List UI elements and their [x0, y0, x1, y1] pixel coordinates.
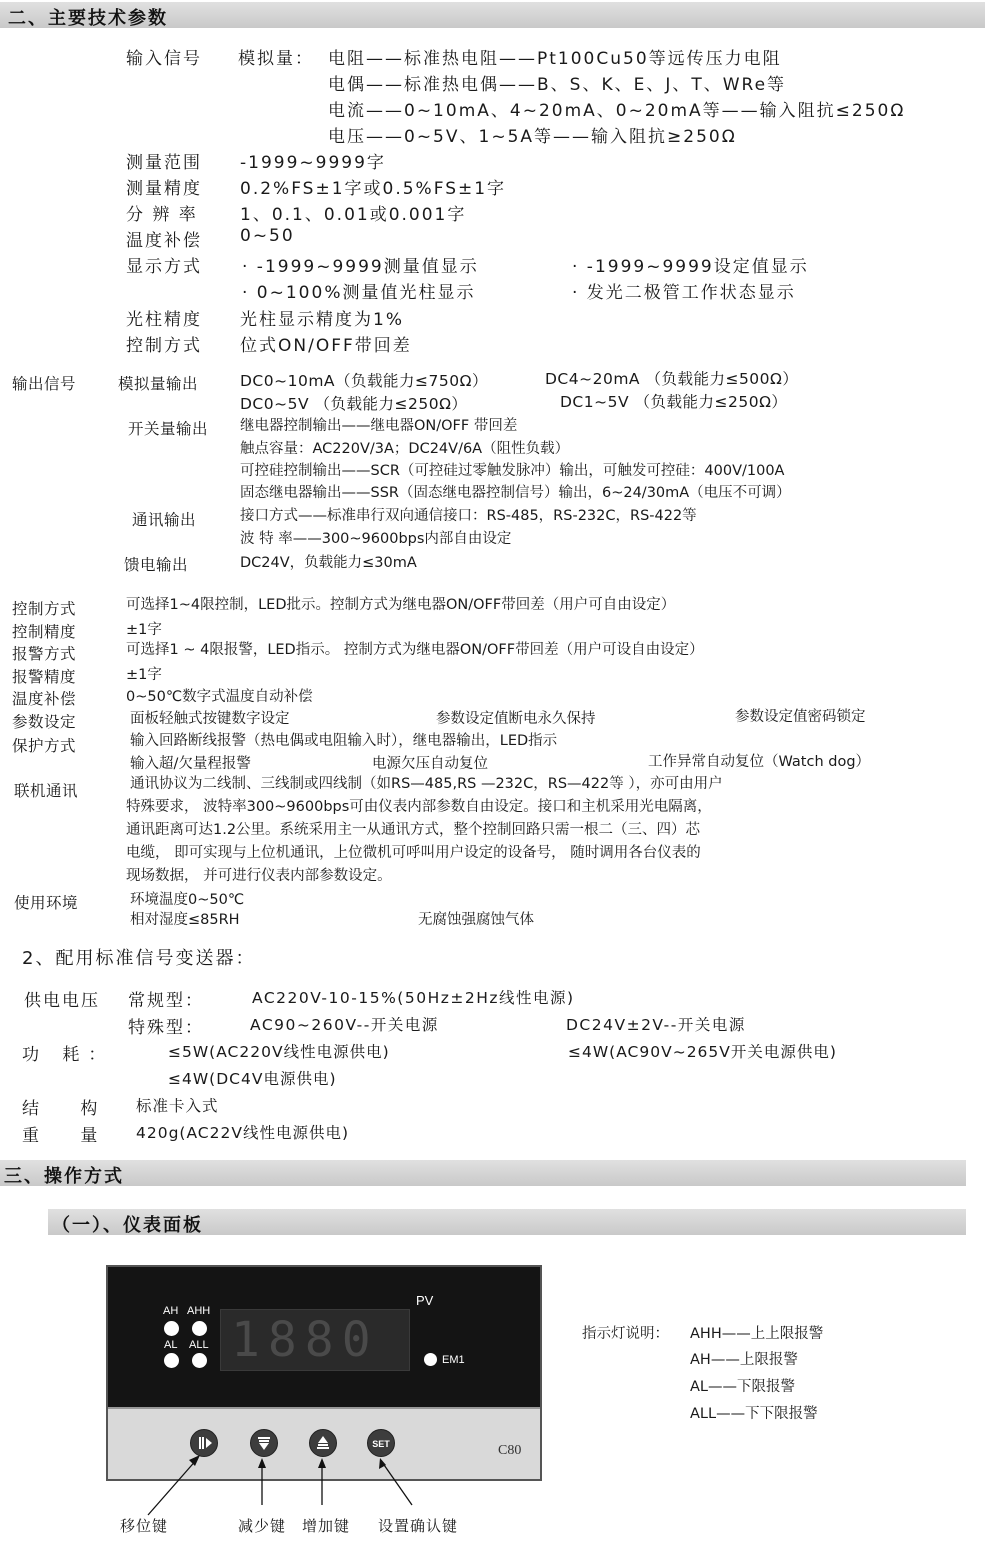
protection-line: 输入回路断线报警（热电偶或电阻输入时），继电器输出，LED指示	[130, 733, 558, 749]
protection-line: 输入超/欠量程报警	[130, 756, 251, 772]
networking-line: 电缆， 即可实现与上位机通讯，上位微机可呼叫用户设定的设备号， 随时调用各台仪表的	[126, 845, 701, 861]
set-key-label: 设置确认键	[378, 1517, 459, 1535]
spec-value: ±1字	[126, 622, 162, 638]
switch-output-label: 开关量输出	[128, 420, 209, 438]
pv-display-value: 1880	[231, 1312, 379, 1368]
networking-line: 特殊要求， 波特率300~9600bps可由仪表内部参数自由设定。接口和主机采用光电隔离，	[126, 799, 712, 815]
analog-line: DC0~5V （负载能力≤250Ω）	[240, 395, 468, 413]
environment-cut-left: 相对湿度≤85RH	[130, 912, 240, 928]
svg-text:SET: SET	[372, 1439, 390, 1449]
ah-label: AH	[163, 1305, 179, 1317]
param-value: -1999~9999字	[240, 153, 386, 173]
supply-special-2: DC24V±2V--开关电源	[566, 1016, 746, 1034]
comm-line: 接口方式——标准串行双向通信接口：RS-485，RS-232C，RS-422等	[240, 508, 697, 524]
input-line: 电压——0~5V、1~5A等——输入阻抗≥250Ω	[328, 127, 737, 147]
section3-title: 三、操作方式	[4, 1166, 124, 1187]
analog-line: DC4~20mA （负载能力≤500Ω）	[545, 370, 799, 388]
param-setting-label: 参数设定	[12, 713, 77, 731]
param-value: 1、0.1、0.01或0.001字	[240, 205, 467, 225]
power-label: 功 耗：	[22, 1045, 115, 1065]
input-signal-sublabel: 模拟量：	[238, 49, 314, 69]
control-mode-value: 位式ON/OFF带回差	[240, 336, 412, 356]
param-label: 温度补偿	[126, 231, 202, 251]
input-line: 电流——0~10mA、4~20mA、0~20mA等——输入阻抗≤250Ω	[328, 101, 906, 121]
supply-regular-label: 常规型：	[128, 991, 204, 1011]
param-setting-item: 参数设定值密码锁定	[735, 709, 866, 725]
networking-line: 通讯协议为二线制、三线制或四线制（如RS—485,RS —232C，RS—422等 ），亦可由用户	[130, 776, 723, 792]
power-value-1: ≤5W(AC220V线性电源供电)	[168, 1043, 390, 1061]
pv-label: PV	[416, 1293, 434, 1308]
shift-key-label: 移位键	[120, 1517, 169, 1535]
analog-line: DC1~5V （负载能力≤250Ω）	[560, 393, 788, 411]
spec-label: 报警精度	[12, 668, 77, 686]
networking-label: 联机通讯	[14, 782, 79, 800]
spec-value: 可选择1 ~ 4限报警，LED指示。 控制方式为继电器ON/OFF带回差（用户可设自由设定）	[126, 642, 704, 658]
supply-label: 供电电压	[24, 991, 100, 1011]
environment-label: 使用环境	[14, 894, 79, 912]
em1-label: EM1	[442, 1354, 465, 1366]
indicator-item: AH——上限报警	[690, 1352, 798, 1368]
output-label: 输出信号	[12, 375, 77, 393]
param-setting-item: 参数设定值断电永久保持	[436, 711, 596, 727]
display-item: · -1999~9999设定值显示	[572, 257, 809, 277]
section2-title: 二、主要技术参数	[8, 8, 168, 29]
spec-label: 报警方式	[12, 645, 77, 663]
spec-label: 控制精度	[12, 623, 77, 641]
analog-output-label: 模拟量输出	[118, 375, 199, 393]
param-setting-item: 面板轻触式按键数字设定	[130, 711, 290, 727]
section2b-title: 2、配用标准信号变送器：	[22, 948, 256, 969]
weight-value: 420g(AC22V线性电源供电)	[136, 1124, 349, 1142]
feed-output-label: 馈电输出	[124, 556, 189, 574]
indicator-item: AL——下限报警	[690, 1379, 795, 1395]
increase-key-label: 增加键	[302, 1517, 351, 1535]
switch-line: 继电器控制输出——继电器ON/OFF 带回差	[240, 418, 518, 434]
al-label: AL	[164, 1339, 178, 1351]
control-mode-label: 控制方式	[126, 336, 202, 356]
comm-line: 波 特 率——300~9600bps内部自由设定	[240, 531, 512, 547]
input-line: 电阻——标准热电阻——Pt100Cu50等远传压力电阻	[328, 49, 782, 69]
analog-line: DC0~10mA（负载能力≤750Ω）	[240, 372, 488, 390]
structure-label: 结 构	[22, 1099, 116, 1119]
protection-line: 工作异常自动复位（Watch dog）	[648, 754, 871, 770]
display-item: · 0~100%测量值光柱显示	[242, 283, 476, 303]
spec-label: 温度补偿	[12, 690, 77, 708]
display-label: 显示方式	[126, 257, 202, 277]
all-label: ALL	[189, 1339, 209, 1351]
decrease-key-label: 减少键	[238, 1517, 287, 1535]
weight-label: 重 量	[22, 1126, 116, 1146]
environment-cut-right: 无腐蚀强腐蚀气体	[418, 912, 534, 928]
switch-line: 固态继电器输出——SSR（固态继电器控制信号）输出，6~24/30mA（电压不可调）	[240, 485, 791, 501]
power-value-2: ≤4W(AC90V~265V开关电源供电)	[568, 1043, 837, 1061]
feed-output-value: DC24V，负载能力≤30mA	[240, 555, 417, 571]
switch-line: 触点容量：AC220V/3A；DC24V/6A（阻性负载）	[240, 441, 570, 457]
bar-precision-value: 光柱显示精度为1%	[240, 310, 404, 330]
section3-sub-title: （一）、仪表面板	[52, 1215, 203, 1236]
param-label: 测量精度	[126, 179, 202, 199]
input-line: 电偶——标准热电偶——B、S、K、E、J、T、WRe等	[328, 75, 787, 95]
input-signal-label: 输入信号	[126, 49, 202, 69]
ahh-label: AHH	[187, 1305, 211, 1317]
environment-line: 环境温度0~50℃	[130, 892, 245, 908]
display-item: · -1999~9999测量值显示	[242, 257, 479, 277]
protection-line: 电源欠压自动复位	[372, 756, 488, 772]
networking-line: 现场数据， 并可进行仪表内部参数设定。	[126, 868, 392, 884]
indicator-item: AHH——上上限报警	[690, 1326, 824, 1342]
param-value: 0~50	[240, 226, 295, 246]
supply-regular: AC220V-10-15%(50Hz±2Hz线性电源)	[252, 989, 575, 1007]
model-label: C80	[498, 1443, 522, 1458]
power-value-3: ≤4W(DC4V电源供电)	[168, 1070, 337, 1088]
bar-precision-label: 光柱精度	[126, 310, 202, 330]
param-value: 0.2%FS±1字或0.5%FS±1字	[240, 179, 507, 199]
param-label: 分 辨 率	[126, 205, 198, 225]
supply-special-label: 特殊型：	[128, 1018, 204, 1038]
switch-line: 可控硅控制输出——SCR（可控硅过零触发脉冲）输出，可触发可控硅：400V/100A	[240, 463, 785, 479]
display-item: · 发光二极管工作状态显示	[572, 283, 796, 303]
spec-value: ±1字	[126, 667, 162, 683]
supply-special-1: AC90~260V--开关电源	[250, 1016, 439, 1034]
spec-value: 0~50℃数字式温度自动补偿	[126, 689, 313, 705]
networking-line: 通讯距离可达1.2公里。系统采用主一从通讯方式，整个控制回路只需一根二（三、四）芯	[126, 822, 701, 838]
param-label: 测量范围	[126, 153, 202, 173]
comm-output-label: 通讯输出	[132, 511, 197, 529]
indicator-item: ALL——下下限报警	[690, 1406, 818, 1422]
spec-label: 控制方式	[12, 600, 77, 618]
spec-value: 可选择1~4限控制，LED批示。控制方式为继电器ON/OFF带回差（用户可自由设定）	[126, 597, 676, 613]
structure-value: 标准卡入式	[136, 1097, 219, 1115]
indicator-title: 指示灯说明：	[582, 1326, 669, 1342]
protection-label: 保护方式	[12, 737, 77, 755]
